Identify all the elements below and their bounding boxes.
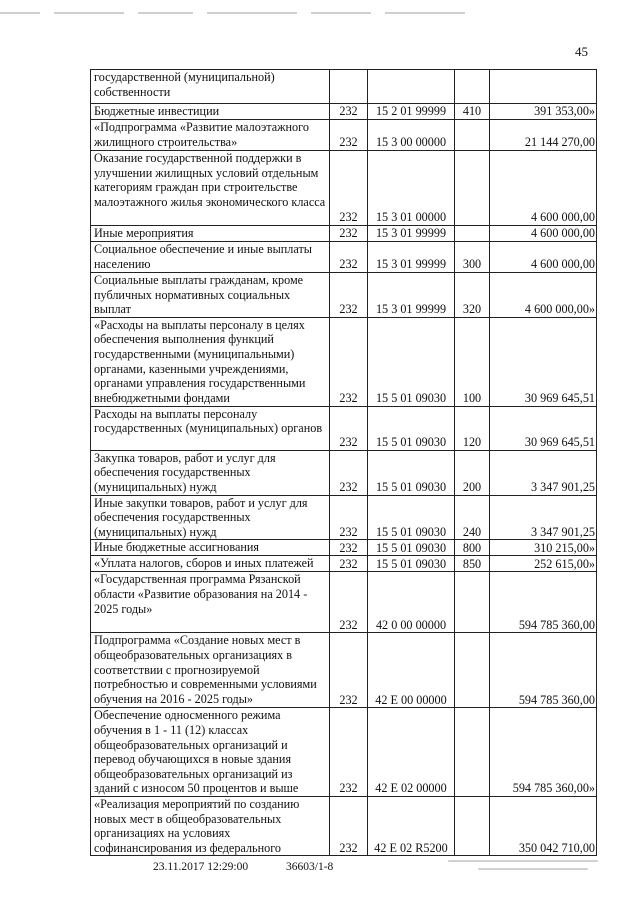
row-csr-cell: 15 3 01 99999 (368, 226, 455, 242)
faded-stamp (448, 854, 598, 886)
table-row (91, 450, 597, 495)
table-row (91, 540, 597, 556)
row-csr-cell (368, 70, 455, 104)
row-ved-cell: 232 (330, 633, 368, 708)
row-vr-cell (455, 70, 490, 104)
row-vr-cell (455, 151, 490, 226)
row-ved-cell (330, 70, 368, 104)
row-ved-cell: 232 (330, 495, 368, 540)
row-ved-cell: 232 (330, 540, 368, 556)
row-name-cell: Социальные выплаты гражданам, кроме публичных нормативных социальных выплат (91, 273, 330, 318)
row-sum-cell: 252 615,00» (490, 556, 597, 572)
footer-doc-number: 36603/1-8 (286, 861, 334, 873)
row-name-cell: Подпрограмма «Создание новых мест в общеобразовательных организациях в соответствии с прогнозируемой потребностью и современными условиями обучения на 2016 - 2025 годы» (91, 633, 330, 708)
row-vr-cell: 300 (455, 242, 490, 273)
row-csr-cell: 42 Е 00 00000 (368, 633, 455, 708)
table-row (91, 406, 597, 450)
row-vr-cell: 800 (455, 540, 490, 556)
table-row (91, 796, 597, 855)
row-vr-cell: 410 (455, 104, 490, 120)
budget-table-body (91, 70, 597, 856)
table-row (91, 104, 597, 120)
row-vr-cell (455, 572, 490, 633)
row-csr-cell: 15 3 01 00000 (368, 151, 455, 226)
row-name-cell: «Расходы на выплаты персоналу в целях обеспечения выполнения функций государственными (муниципальными) органами, казенными учреждениями, органами управления государственными внебюджетными фондами (91, 317, 330, 406)
table-row (91, 708, 597, 797)
row-vr-cell (455, 796, 490, 855)
row-name-cell: Закупка товаров, работ и услуг для обеспечения государственных (муниципальных) нужд (91, 450, 330, 495)
row-vr-cell: 120 (455, 406, 490, 450)
table-row (91, 572, 597, 633)
row-vr-cell: 320 (455, 273, 490, 318)
table-row (91, 273, 597, 318)
row-vr-cell (455, 120, 490, 151)
row-sum-cell: 30 969 645,51 (490, 317, 597, 406)
row-csr-cell: 42 Е 02 R5200 (368, 796, 455, 855)
budget-table (90, 69, 597, 856)
row-ved-cell: 232 (330, 242, 368, 273)
row-name-cell: Обеспечение односменного режима обучения в 1 - 11 (12) классах общеобразовательных организаций и перевод обучающихся в новые здания общеобразовательных организаций из зданий с износом 50 процентов и выше (91, 708, 330, 797)
row-sum-cell: 4 600 000,00 (490, 151, 597, 226)
row-sum-cell: 4 600 000,00» (490, 273, 597, 318)
row-name-cell: «Реализация мероприятий по созданию новых мест в общеобразовательных организациях на условиях софинансирования из федерального (91, 796, 330, 855)
row-sum-cell: 350 042 710,00 (490, 796, 597, 855)
row-ved-cell: 232 (330, 317, 368, 406)
row-sum-cell: 4 600 000,00 (490, 242, 597, 273)
row-csr-cell: 15 5 01 09030 (368, 317, 455, 406)
row-sum-cell: 30 969 645,51 (490, 406, 597, 450)
table-row (91, 70, 597, 104)
row-sum-cell: 310 215,00» (490, 540, 597, 556)
row-vr-cell: 240 (455, 495, 490, 540)
row-name-cell: Оказание государственной поддержки в улучшении жилищных условий отдельным категориям граждан при строительстве малоэтажного жилья экономического класса (91, 151, 330, 226)
row-vr-cell (455, 633, 490, 708)
row-sum-cell (490, 70, 597, 104)
row-vr-cell (455, 708, 490, 797)
row-ved-cell: 232 (330, 273, 368, 318)
row-csr-cell: 15 5 01 09030 (368, 540, 455, 556)
row-sum-cell: 3 347 901,25 (490, 450, 597, 495)
row-name-cell: государственной (муниципальной) собственности (91, 70, 330, 104)
row-sum-cell: 594 785 360,00» (490, 708, 597, 797)
row-csr-cell: 15 3 01 99999 (368, 242, 455, 273)
footer-datetime: 23.11.2017 12:29:00 (153, 861, 249, 873)
row-sum-cell: 391 353,00» (490, 104, 597, 120)
table-row (91, 242, 597, 273)
row-sum-cell: 4 600 000,00 (490, 226, 597, 242)
row-csr-cell: 42 0 00 00000 (368, 572, 455, 633)
row-ved-cell: 232 (330, 572, 368, 633)
row-name-cell: «Уплата налогов, сборов и иных платежей (91, 556, 330, 572)
scan-header-artifact (0, 4, 560, 10)
row-ved-cell: 232 (330, 556, 368, 572)
row-sum-cell: 594 785 360,00 (490, 572, 597, 633)
row-sum-cell: 21 144 270,00 (490, 120, 597, 151)
row-ved-cell: 232 (330, 450, 368, 495)
row-csr-cell: 15 2 01 99999 (368, 104, 455, 120)
table-row (91, 151, 597, 226)
table-row (91, 633, 597, 708)
row-csr-cell: 15 5 01 09030 (368, 406, 455, 450)
row-name-cell: Расходы на выплаты персоналу государственных (муниципальных) органов (91, 406, 330, 450)
row-ved-cell: 232 (330, 796, 368, 855)
page-number: 45 (575, 44, 588, 59)
table-row (91, 495, 597, 540)
row-ved-cell: 232 (330, 708, 368, 797)
row-ved-cell: 232 (330, 406, 368, 450)
row-name-cell: Иные бюджетные ассигнования (91, 540, 330, 556)
row-vr-cell: 850 (455, 556, 490, 572)
row-vr-cell (455, 226, 490, 242)
row-vr-cell: 200 (455, 450, 490, 495)
row-ved-cell: 232 (330, 120, 368, 151)
row-ved-cell: 232 (330, 104, 368, 120)
row-csr-cell: 15 3 00 00000 (368, 120, 455, 151)
row-ved-cell: 232 (330, 226, 368, 242)
row-name-cell: Иные закупки товаров, работ и услуг для обеспечения государственных (муниципальных) нужд (91, 495, 330, 540)
row-sum-cell: 3 347 901,25 (490, 495, 597, 540)
row-csr-cell: 15 5 01 09030 (368, 495, 455, 540)
row-name-cell: «Подпрограмма «Развитие малоэтажного жилищного строительства» (91, 120, 330, 151)
row-csr-cell: 15 3 01 99999 (368, 273, 455, 318)
row-csr-cell: 42 Е 02 00000 (368, 708, 455, 797)
table-row (91, 556, 597, 572)
table-row (91, 120, 597, 151)
row-ved-cell: 232 (330, 151, 368, 226)
row-name-cell: Бюджетные инвестиции (91, 104, 330, 120)
row-csr-cell: 15 5 01 09030 (368, 556, 455, 572)
table-row (91, 226, 597, 242)
row-sum-cell: 594 785 360,00 (490, 633, 597, 708)
row-name-cell: Социальное обеспечение и иные выплаты населению (91, 242, 330, 273)
table-row (91, 317, 597, 406)
row-name-cell: «Государственная программа Рязанской области «Развитие образования на 2014 - 2025 годы» (91, 572, 330, 633)
row-name-cell: Иные мероприятия (91, 226, 330, 242)
row-csr-cell: 15 5 01 09030 (368, 450, 455, 495)
row-vr-cell: 100 (455, 317, 490, 406)
